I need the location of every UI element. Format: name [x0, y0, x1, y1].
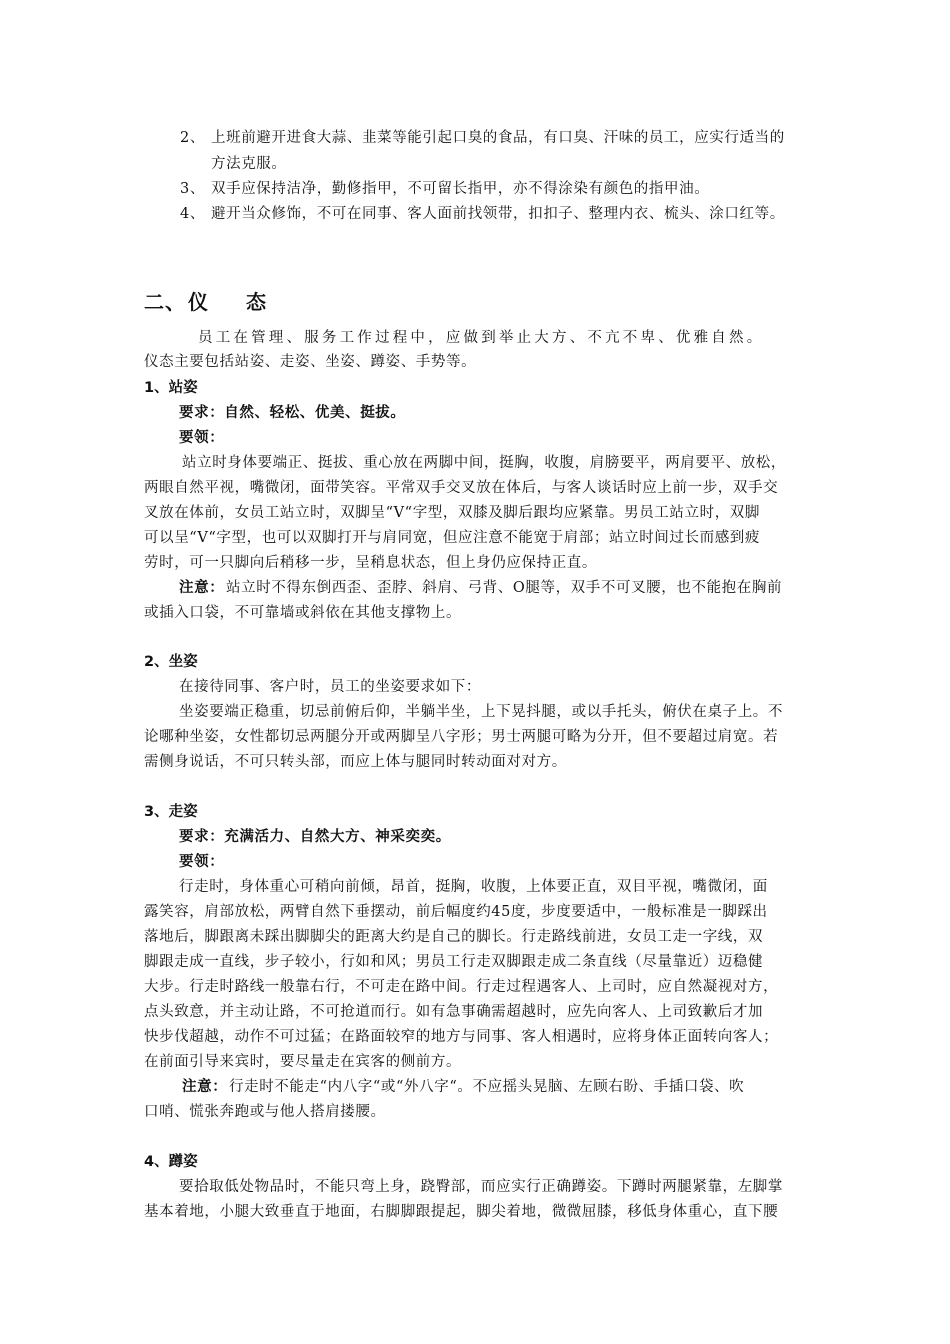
- intro-line-1: 员工在管理、服务工作过程中，应做到举止大方、不亢不卑、优雅自然。: [198, 330, 765, 346]
- standing-title: 1、站姿: [144, 380, 198, 396]
- walking-key-label: 要领：: [179, 854, 225, 870]
- walking-note-label: 注意：: [182, 1079, 228, 1095]
- list-item-4-number: 4、: [180, 206, 205, 222]
- walking-line-5: 大步。行走时路线一般靠右行，不可走在路中间。行走过程遇客人、上司时，应自然凝视对方，: [144, 979, 779, 995]
- standing-note-line-2: 或插入口袋，不可靠墙或斜依在其他支撑物上。: [144, 605, 462, 621]
- walking-title: 3、走姿: [144, 804, 198, 820]
- list-item-4-text: 避开当众修饰，不可在同事、客人面前找领带，扣扣子、整理内衣、梳头、涂口红等。: [211, 206, 785, 222]
- walking-line-2: 露笑容，肩部放松，两臂自然下垂摆动，前后幅度约45度，步度要适中，一般标准是一脚踩出: [144, 904, 768, 920]
- walking-note-line-2: 口哨、慌张奔跑或与他人搭肩搂腰。: [144, 1104, 386, 1120]
- section-heading-char-1: 仪: [188, 290, 209, 314]
- intro-line-2: 仪态主要包括站姿、走姿、坐姿、蹲姿、手势等。: [144, 354, 477, 370]
- list-item-2-number: 2、: [180, 130, 205, 146]
- standing-line-3: 叉放在体前，女员工站立时，双脚呈“V“字型，双膝及脚后跟均应紧靠。男员工站立时，双脚: [144, 505, 760, 521]
- section-heading-number: 二、: [144, 290, 186, 314]
- sitting-line-3: 论哪种坐姿，女性都切忌两腿分开或两脚呈八字形；男士两腿可略为分开，但不要超过肩宽。若: [144, 729, 779, 745]
- standing-requirement: 要求：自然、轻松、优美、挺拔。: [179, 405, 406, 421]
- sitting-line-2: 坐姿要端正稳重，切忌前俯后仰，半躺半坐，上下晃抖腿，或以手托头，俯伏在桌子上。不: [179, 704, 783, 720]
- standing-line-2: 两眼自然平视，嘴微闭，面带笑容。平常双手交叉放在体后，与客人谈话时应上前一步，双手交: [144, 480, 779, 496]
- walking-line-4: 脚跟走成一直线，步子较小，行如和风；男员工行走双脚跟走成二条直线（尽量靠近）迈稳健: [144, 954, 764, 970]
- list-item-2-text: 上班前避开进食大蒜、韭菜等能引起口臭的食品，有口臭、汗味的员工，应实行适当的: [211, 130, 785, 146]
- squatting-line-2: 基本着地，小腿大致垂直于地面，右脚脚跟提起，脚尖着地，微微屈膝，移低身体重心，直下腰: [144, 1204, 779, 1220]
- standing-line-1: 站立时身体要端正、挺拔、重心放在两脚中间，挺胸，收腹，肩膀要平，两肩要平、放松，: [182, 455, 786, 471]
- squatting-title: 4、蹲姿: [144, 1154, 198, 1170]
- standing-note-label: 注意：: [179, 580, 225, 596]
- walking-line-3: 落地后，脚跟离未踩出脚脚尖的距离大约是自己的脚长。行走路线前进，女员工走一字线，双: [144, 929, 764, 945]
- sitting-line-1: 在接待同事、客户时，员工的坐姿要求如下：: [179, 679, 481, 695]
- walking-line-8: 在前面引导来宾时，要尽量走在宾客的侧前方。: [144, 1054, 462, 1070]
- walking-line-6: 点头致意，并主动让路，不可抢道而行。如有急事确需超越时，应先向客人、上司致歉后才加: [144, 1004, 764, 1020]
- list-item-3-number: 3、: [180, 181, 205, 197]
- walking-requirement: [179, 827, 451, 847]
- standing-key-label: 要领：: [179, 430, 225, 446]
- standing-line-4: 可以呈“V“字型，也可以双脚打开与肩同宽，但应注意不能宽于肩部；站立时间过长而感到疲: [144, 530, 760, 546]
- walking-line-1: 行走时，身体重心可稍向前倾，昂首，挺胸，收腹，上体要正直，双目平视，嘴微闭，面: [179, 879, 768, 895]
- section-heading-char-2: 态: [246, 290, 267, 314]
- list-item-2-continuation: 方法克服。: [211, 156, 287, 172]
- standing-line-5: 劳时，可一只脚向后稍移一步，呈稍息状态，但上身仍应保持正直。: [144, 555, 597, 571]
- walking-note-line-1: 行走时不能走“内八字“或“外八字“。不应摇头晃脑、左顾右盼、手插口袋、吹: [229, 1079, 745, 1095]
- list-item-3-text: 双手应保持洁净，勤修指甲，不可留长指甲，亦不得涂染有颜色的指甲油。: [211, 181, 710, 197]
- sitting-line-4: 需侧身说话，不可只转头部，而应上体与腿同时转动面对对方。: [144, 754, 567, 770]
- walking-req-text: 要求：充满活力、自然大方、神采奕奕。: [179, 829, 451, 845]
- standing-note-line-1: 站立时不得东倒西歪、歪脖、斜肩、弓背、O腿等，双手不可叉腰，也不能抱在胸前: [226, 580, 783, 596]
- sitting-title: 2、坐姿: [144, 654, 198, 670]
- squatting-line-1: 要拾取低处物品时，不能只弯上身，跷臀部，而应实行正确蹲姿。下蹲时两腿紧靠，左脚掌: [179, 1179, 783, 1195]
- walking-line-7: 快步伐超越，动作不可过猛；在路面较窄的地方与同事、客人相遇时，应将身体正面转向客人；: [144, 1029, 779, 1045]
